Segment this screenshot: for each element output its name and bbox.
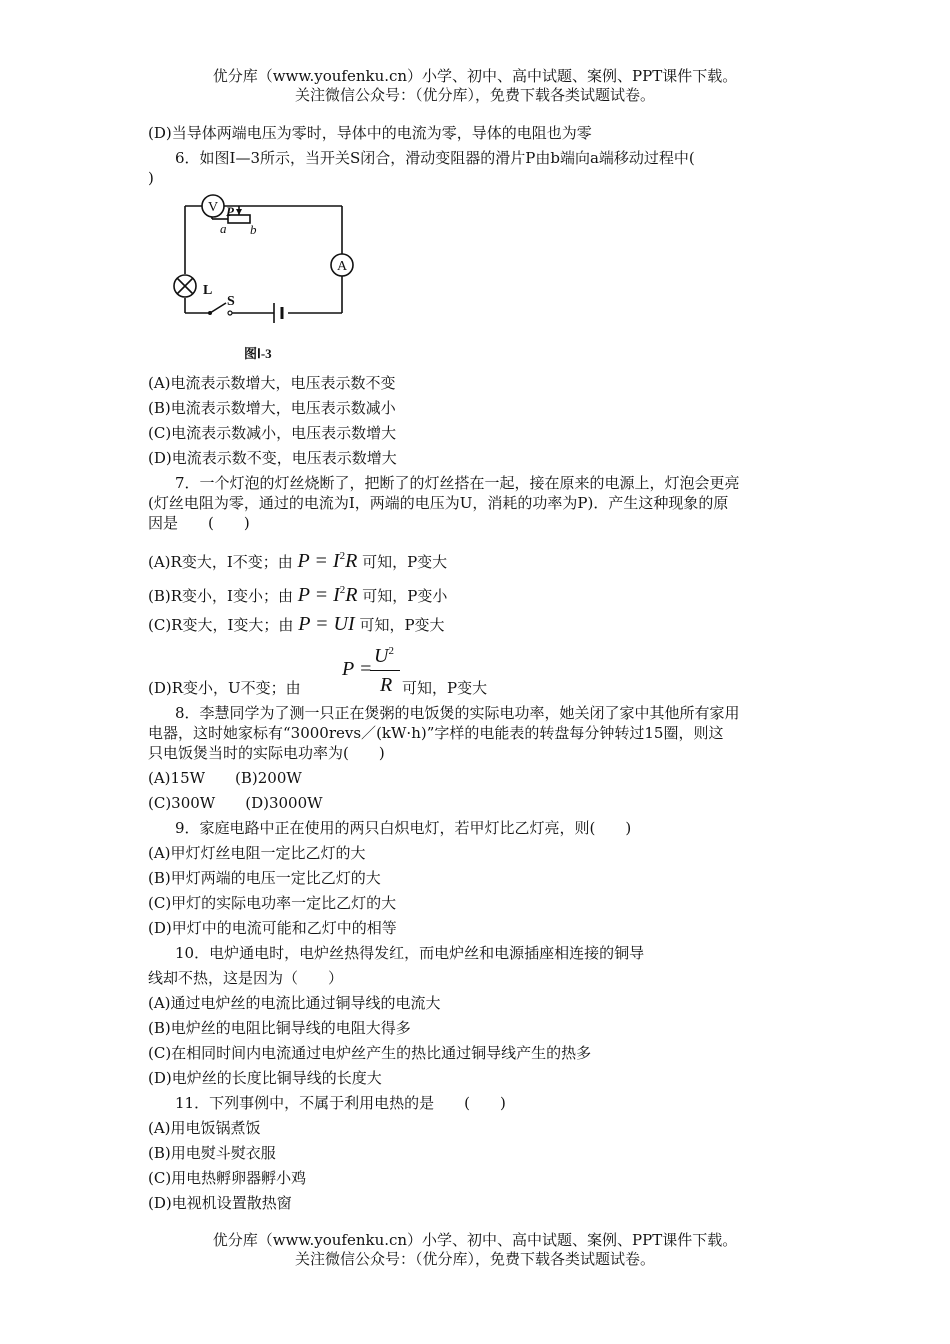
lamp-icon [174, 275, 196, 297]
switch-contact-icon [228, 311, 232, 315]
q5-option-d: (D)当导体两端电压为零时，导体中的电流为零，导体的电阻也为零 [148, 124, 592, 142]
q10-option-a: (A)通过电炉丝的电流比通过铜导线的电流大 [148, 994, 441, 1012]
q7-option-d-fraction-bar [370, 670, 400, 671]
q10-option-b: (B)电炉丝的电阻比铜导线的电阻大得多 [148, 1019, 411, 1037]
q7-option-c-formula: P = UI [298, 613, 355, 635]
q7-option-a-formula [298, 550, 358, 572]
switch-pivot-icon [208, 311, 212, 315]
q7-option-c [148, 614, 445, 635]
header-line-1: 优分库（www.youfenku.cn）小学、初中、高中试题、案例、PPT课件下载。 [212, 67, 738, 85]
q6-option-b: (B)电流表示数增大，电压表示数减小 [148, 399, 396, 417]
q11-option-d: (D)电视机设置散热窗 [148, 1194, 292, 1212]
q7-option-b-formula-tail: R [345, 584, 358, 606]
q8-stem-3: 只电饭煲当时的实际电功率为( ) [148, 744, 385, 762]
rheostat-label-a: a [220, 221, 227, 236]
q6-stem-1: 6．如图Ⅰ—3所示，当开关S闭合，滑动变阻器的滑片P由b端向a端移动过程中( [175, 149, 695, 167]
q9-option-a: (A)甲灯灯丝电阻一定比乙灯的大 [148, 844, 366, 862]
q7-option-b [148, 580, 447, 606]
q9-option-b: (B)甲灯两端的电压一定比乙灯的大 [148, 869, 381, 887]
q7-option-d-num-sup: 2 [388, 645, 394, 657]
q7-option-a-formula-sup: 2 [339, 550, 346, 562]
q11-stem: 11．下列事例中，不属于利用电热的是 ( ) [175, 1094, 506, 1112]
q6-option-c: (C)电流表示数减小，电压表示数增大 [148, 424, 397, 442]
q10-option-c: (C)在相同时间内电流通过电炉丝产生的热比通过铜导线产生的热多 [148, 1044, 592, 1062]
q9-stem: 9．家庭电路中正在使用的两只白炽电灯，若甲灯比乙灯亮，则( ) [175, 819, 632, 837]
slider-label-p: P [226, 204, 234, 219]
q7-option-b-prefix: (B)R变小，I变小；由 [148, 587, 293, 605]
header-line-2: 关注微信公众号：（优分库），免费下载各类试题试卷。 [294, 86, 655, 104]
q7-option-d-suffix: 可知，P变大 [402, 679, 488, 697]
q11-option-c: (C)用电热孵卵器孵小鸡 [148, 1169, 307, 1187]
q8-options-ab: (A)15W (B)200W [148, 769, 302, 787]
q7-option-d-numerator [374, 645, 394, 668]
q11-option-a: (A)用电饭锅煮饭 [148, 1119, 261, 1137]
q6-option-d: (D)电流表示数不变，电压表示数增大 [148, 449, 397, 467]
footer-line-2: 关注微信公众号：（优分库），免费下载各类试题试卷。 [294, 1250, 655, 1268]
q7-option-d-lhs: P = [342, 658, 373, 680]
q7-option-a-formula-tail: R [345, 550, 358, 572]
q11-option-b: (B)用电熨斗熨衣服 [148, 1144, 276, 1162]
voltmeter-label: V [207, 200, 219, 215]
q7-stem-2: (灯丝电阻为零，通过的电流为I，两端的电压为U，消耗的功率为P)．产生这种现象的原 [148, 494, 729, 512]
switch-label: S [227, 294, 235, 309]
q7-option-c-prefix: (C)R变大，I变大；由 [148, 616, 294, 634]
q10-option-d: (D)电炉丝的长度比铜导线的长度大 [148, 1069, 382, 1087]
q8-stem-1: 8．李慧同学为了测一只正在煲粥的电饭煲的实际电功率，她关闭了家中其他所有家用 [175, 704, 740, 722]
q7-option-a-prefix: (A)R变大，I不变；由 [148, 553, 293, 571]
rheostat-label-b: b [250, 222, 257, 237]
q7-option-d-denominator: R [380, 674, 393, 696]
q7-option-c-suffix: 可知，P变大 [359, 616, 445, 634]
q7-option-a [148, 546, 447, 572]
q7-option-b-formula [298, 584, 358, 606]
q6-option-a: (A)电流表示数增大，电压表示数不变 [148, 374, 396, 392]
q8-stem-2: 电器，这时她家标有“3000revs／(kW·h)”字样的电能表的转盘每分钟转过15圈，则这 [148, 724, 724, 742]
lamp-label: L [203, 283, 213, 298]
slider-arrow-icon [236, 209, 242, 215]
ammeter-label: A [336, 259, 348, 274]
q10-stem-2: 线却不热，这是因为（ ） [148, 969, 344, 987]
q7-stem-3: 因是 ( ) [148, 514, 250, 532]
q9-option-c: (C)甲灯的实际电功率一定比乙灯的大 [148, 894, 397, 912]
q7-option-a-formula-main: P = I [297, 550, 340, 572]
footer-line-1: 优分库（www.youfenku.cn）小学、初中、高中试题、案例、PPT课件下载。 [212, 1231, 738, 1249]
circuit-diagram [170, 188, 360, 368]
q7-option-a-suffix: 可知，P变大 [362, 553, 448, 571]
q9-option-d: (D)甲灯中的电流可能和乙灯中的相等 [148, 919, 397, 937]
q7-option-b-formula-sup: 2 [339, 584, 346, 596]
q7-option-b-formula-main: P = I [297, 584, 340, 606]
figure-caption: 图Ⅰ-3 [244, 346, 272, 361]
q7-option-d-num-main: U [374, 645, 389, 667]
q7-option-b-suffix: 可知，P变小 [362, 587, 448, 605]
q7-stem-1: 7．一个灯泡的灯丝烧断了，把断了的灯丝搭在一起，接在原来的电源上，灯泡会更亮 [175, 474, 740, 492]
q7-option-d-prefix: (D)R变小，U不变；由 [148, 679, 301, 697]
q8-options-cd: (C)300W (D)3000W [148, 794, 323, 812]
q10-stem-1: 10．电炉通电时，电炉丝热得发红，而电炉丝和电源插座相连接的铜导 [175, 944, 645, 962]
q6-stem-2: ) [148, 169, 154, 187]
